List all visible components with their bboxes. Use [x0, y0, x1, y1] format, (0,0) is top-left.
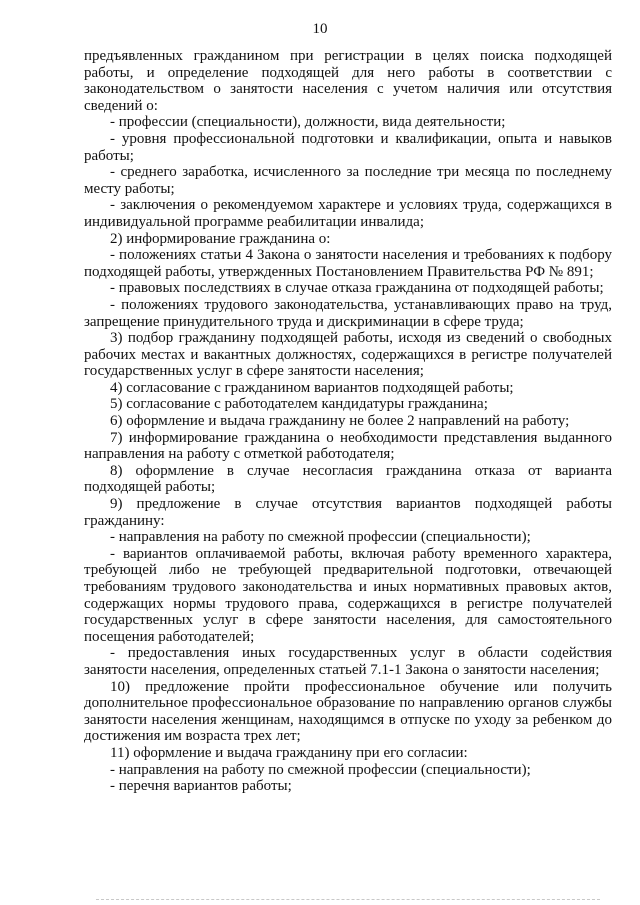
page-bottom-divider	[96, 899, 600, 900]
paragraph: 2) информирование гражданина о:	[110, 230, 331, 247]
paragraph: 4) согласование с гражданином вариантов подходящей работы;	[110, 379, 514, 396]
paragraph: - правовых последствиях в случае отказа гражданина от подходящей работы;	[110, 280, 604, 297]
paragraph: 3) подбор гражданину подходящей работы, исходя из сведений о свободных рабочих местах и вакантных должностях, содержащихся в регистре получателей государственных услуг в сфере занятости населения;	[84, 330, 612, 380]
paragraph: - уровня профессиональной подготовки и квалификации, опыта и навыков работы;	[84, 130, 612, 164]
paragraph: - направления на работу по смежной профессии (специальности);	[110, 529, 531, 546]
paragraph: 8) оформление в случае несогласия гражданина отказа от варианта подходящей работы;	[84, 462, 612, 496]
paragraph: - положениях трудового законодательства, устанавливающих право на труд, запрещение принудительного труда и дискриминации в сфере труда;	[84, 296, 612, 330]
paragraph: 6) оформление и выдача гражданину не более 2 направлений на работу;	[110, 413, 570, 430]
paragraph: 5) согласование с работодателем кандидатуры гражданина;	[110, 396, 488, 413]
paragraph: - положениях статьи 4 Закона о занятости населения и требованиях к подбору подходящей работы, утвержденных Постановлением Правительства РФ № 891;	[84, 247, 612, 280]
paragraph: 9) предложение в случае отсутствия вариантов подходящей работы гражданину:	[84, 496, 612, 529]
paragraph: - направления на работу по смежной профессии (специальности);	[110, 761, 531, 778]
paragraph: 7) информирование гражданина о необходимости представления выданного направления на работу с отметкой работодателя;	[84, 429, 612, 463]
paragraph: предъявленных гражданином при регистрации в целях поиска подходящей работы, и определение подходящей для него работы в соответствии с законодательством о занятости населения с учетом наличия или отсутствия сведений о:	[84, 48, 612, 114]
paragraph: - заключения о рекомендуемом характере и условиях труда, содержащихся в индивидуальной программе реабилитации инвалида;	[84, 197, 612, 230]
paragraph: - профессии (специальности), должности, вида деятельности;	[110, 114, 506, 131]
paragraph: - перечня вариантов работы;	[110, 778, 292, 795]
paragraph: 10) предложение пройти профессиональное обучение или получить дополнительное профессиональное образование по направлению органов службы занятости населения женщинам, находящимся в отпуске по уходу за ребенком до достижения им возраста трех лет;	[84, 678, 612, 745]
paragraph: - среднего заработка, исчисленного за последние три месяца по последнему месту работы;	[84, 164, 612, 197]
paragraph: - предоставления иных государственных услуг в области содействия занятости населения, определенных статьей 7.1-1 Закона о занятости населения;	[84, 645, 612, 678]
page-number: 10	[312, 21, 328, 37]
paragraph: 11) оформление и выдача гражданину при его согласии:	[110, 744, 468, 761]
document-body	[84, 48, 612, 795]
paragraph: - вариантов оплачиваемой работы, включая работу временного характера, требующей либо не требующей предварительной подготовки, отвечающей требованиям трудового законодательства и иных нормативных правовых актов, содержащих нормы трудового права, содержащихся в регистре получателей государственных услуг в сфере занятости населения, для самостоятельного посещения работодателей;	[84, 545, 612, 645]
